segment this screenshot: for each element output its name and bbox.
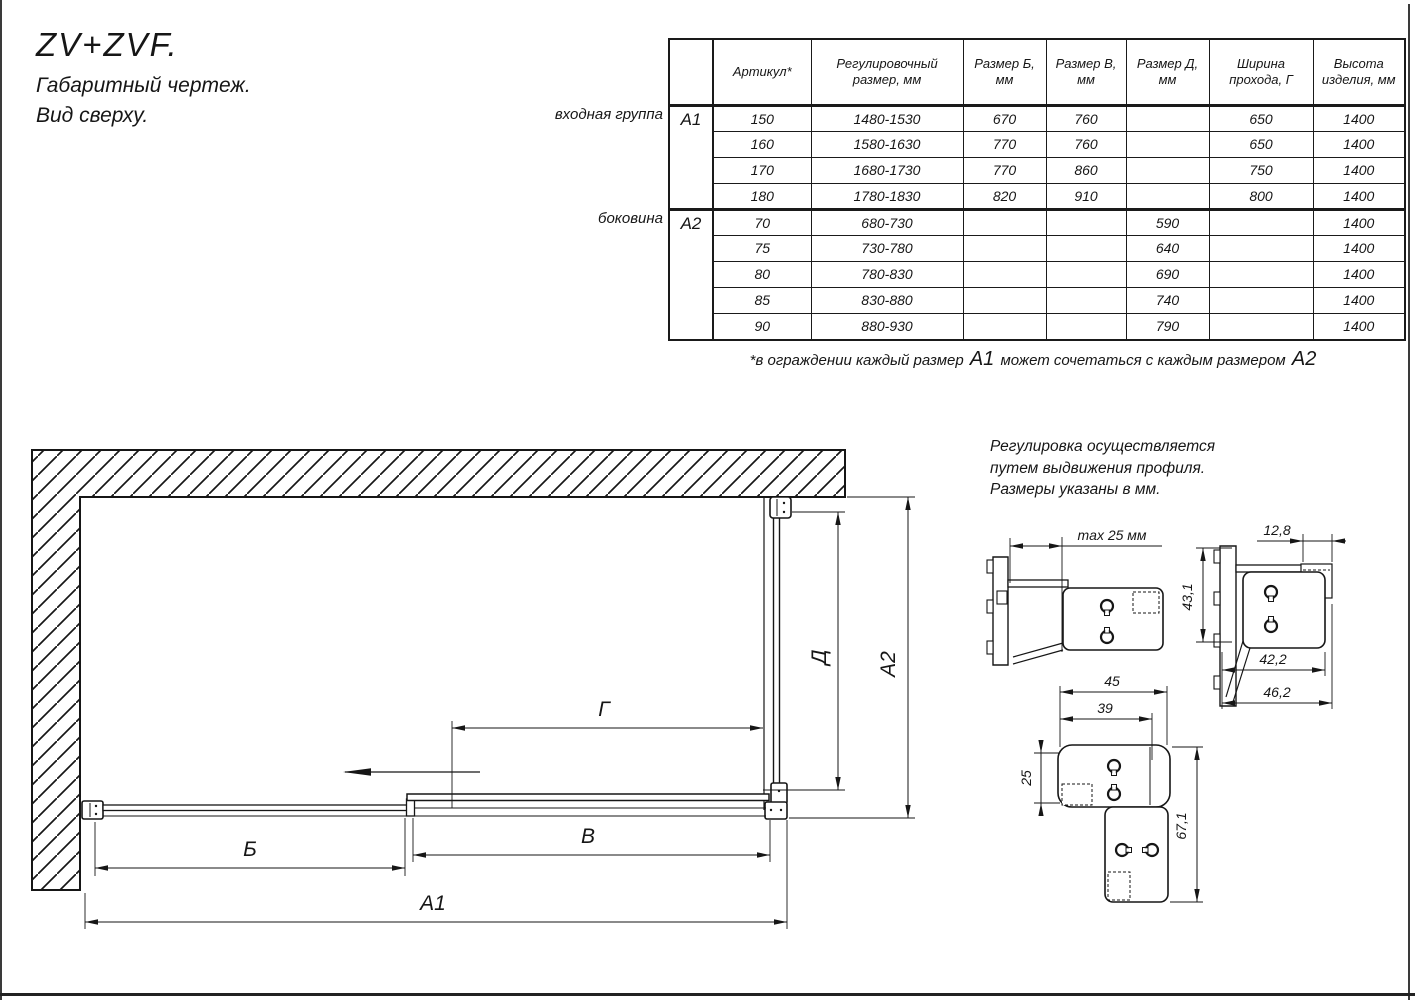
table-cell: 90	[713, 314, 811, 340]
dim-label-a2: А2	[877, 651, 900, 677]
table-cell: 670	[963, 106, 1046, 132]
profile-section-side	[1179, 522, 1346, 709]
table-cell	[1209, 210, 1313, 236]
table-cell: 590	[1126, 210, 1209, 236]
table-cell: 85	[713, 288, 811, 314]
dim-128	[1257, 522, 1346, 562]
table-cell: 680-730	[811, 210, 963, 236]
table-row	[669, 106, 1405, 132]
dim-b	[95, 818, 405, 876]
wall-profile-bracket-left	[82, 801, 103, 819]
table-cell: 1400	[1313, 132, 1405, 158]
dim-v	[413, 818, 770, 862]
dim-label-25: 25	[1018, 770, 1034, 786]
table-cell: 80	[713, 262, 811, 288]
table-cell: 160	[713, 132, 811, 158]
dim-label-v: В	[580, 825, 596, 848]
table-cell: 790	[1126, 314, 1209, 340]
page-edge-bottom	[0, 993, 1415, 996]
group-code: А2	[669, 210, 713, 340]
table-cell	[1209, 314, 1313, 340]
dim-25	[1018, 740, 1060, 816]
header-size-d: Размер Д, мм	[1126, 39, 1209, 106]
dim-label-128: 12,8	[1263, 522, 1291, 538]
table-cell: 910	[1046, 184, 1126, 210]
subtitle-view: Вид сверху.	[36, 104, 149, 127]
table-cell: 770	[963, 158, 1046, 184]
dim-label-b: Б	[243, 838, 257, 861]
profile-section-corner	[1018, 673, 1203, 902]
table-cell: 800	[1209, 184, 1313, 210]
dim-label-422: 42,2	[1259, 651, 1287, 667]
table-cell	[1046, 314, 1126, 340]
table-cell	[1046, 262, 1126, 288]
table-cell: 760	[1046, 132, 1126, 158]
dim-45	[1060, 673, 1167, 747]
header-size-b: Размер Б, мм	[963, 39, 1046, 106]
adjustable-arm	[1008, 580, 1068, 587]
table-cell: 1400	[1313, 106, 1405, 132]
header-article: Артикул*	[713, 39, 811, 106]
table-cell: 690	[1126, 262, 1209, 288]
wall-hatched	[32, 450, 845, 890]
side-panel	[764, 497, 791, 819]
header-adjust-size: Регулировочный размер, мм	[811, 39, 963, 106]
note-line: путем выдвижения профиля.	[990, 459, 1206, 477]
table-cell: 1400	[1313, 184, 1405, 210]
dim-label-a1: А1	[420, 892, 446, 915]
table-cell	[1209, 288, 1313, 314]
dim-label-max25: max 25 мм	[1077, 527, 1147, 543]
header-pass-width: Ширина прохода, Г	[1209, 39, 1313, 106]
table-cell	[1046, 288, 1126, 314]
fixed-glass-panel	[103, 805, 414, 811]
table-cell: 770	[963, 132, 1046, 158]
table-cell: 75	[713, 236, 811, 262]
dim-a1	[85, 820, 787, 929]
header-group	[669, 39, 713, 106]
table-cell: 640	[1126, 236, 1209, 262]
table-cell	[963, 288, 1046, 314]
dim-422	[1222, 651, 1325, 676]
dim-label-671: 67,1	[1173, 812, 1189, 840]
product-title: ZV+ZVF.	[36, 26, 179, 63]
table-cell: 170	[713, 158, 811, 184]
table-cell: 1400	[1313, 314, 1405, 340]
table-cell: 880-930	[811, 314, 963, 340]
dim-label-g: Г	[598, 698, 610, 721]
table-cell	[963, 314, 1046, 340]
table-cell: 1400	[1313, 288, 1405, 314]
dim-label-45: 45	[1104, 673, 1120, 689]
profile-body	[1243, 572, 1325, 648]
table-cell: 150	[713, 106, 811, 132]
plan-view	[32, 450, 915, 929]
table-cell: 750	[1209, 158, 1313, 184]
page-edge-left	[0, 0, 2, 1000]
header-height: Высота изделия, мм	[1313, 39, 1405, 106]
table-cell	[1046, 236, 1126, 262]
table-cell: 650	[1209, 132, 1313, 158]
group-label-entrance: входная группа	[554, 106, 663, 123]
serrated-insert	[1062, 784, 1092, 805]
wall-profile-bracket-top	[770, 497, 791, 518]
table-cell: 180	[713, 184, 811, 210]
technical-drawing	[0, 400, 1415, 1000]
table-header-row	[669, 39, 1405, 106]
table-cell	[1126, 106, 1209, 132]
table-row	[669, 288, 1405, 314]
dim-label-462: 46,2	[1263, 684, 1291, 700]
group-label-side: боковина	[598, 210, 663, 227]
wall-anchor-profile	[993, 557, 1008, 665]
table-cell: 1400	[1313, 262, 1405, 288]
table-cell: 780-830	[811, 262, 963, 288]
table-row	[669, 184, 1405, 210]
table-cell: 740	[1126, 288, 1209, 314]
footnote-text: может сочетаться с каждым размером	[996, 352, 1290, 369]
table-row	[669, 132, 1405, 158]
dim-label-39: 39	[1097, 700, 1113, 716]
dim-g	[452, 698, 763, 808]
sliding-door-glass	[407, 794, 769, 801]
table-cell	[1126, 158, 1209, 184]
footnote-a2: А2	[1291, 348, 1317, 370]
footnote-a1: А1	[969, 348, 995, 370]
side-glass	[774, 517, 780, 787]
table-cell: 70	[713, 210, 811, 236]
table-row	[669, 314, 1405, 340]
note-line: Размеры указаны в мм.	[990, 481, 1161, 498]
page-edge-right	[1408, 4, 1410, 1000]
table-row	[669, 158, 1405, 184]
table-cell: 1400	[1313, 158, 1405, 184]
note-line: Регулировка осуществляется	[990, 438, 1215, 455]
dim-label-431: 43,1	[1179, 583, 1195, 611]
table-cell	[1046, 210, 1126, 236]
adjustable-arm	[1236, 565, 1306, 572]
table-cell: 1400	[1313, 210, 1405, 236]
table-cell: 1780-1830	[811, 184, 963, 210]
table-row	[669, 262, 1405, 288]
size-table	[668, 38, 1406, 341]
dim-671	[1170, 747, 1203, 902]
group-code: А1	[669, 106, 713, 210]
table-row	[669, 210, 1405, 236]
table-cell: 820	[963, 184, 1046, 210]
table-cell	[963, 262, 1046, 288]
table-cell: 730-780	[811, 236, 963, 262]
footnote-text: *в ограждении каждый размер	[749, 352, 968, 369]
front-assembly	[82, 768, 769, 819]
table-cell: 760	[1046, 106, 1126, 132]
serrated-insert	[1133, 592, 1159, 613]
serrated-insert	[1108, 872, 1130, 900]
table-cell	[1209, 262, 1313, 288]
table-cell: 830-880	[811, 288, 963, 314]
table-cell	[1209, 236, 1313, 262]
table-cell: 1400	[1313, 236, 1405, 262]
table-cell: 860	[1046, 158, 1126, 184]
table-cell: 1680-1730	[811, 158, 963, 184]
table-cell: 650	[1209, 106, 1313, 132]
table-cell: 1480-1530	[811, 106, 963, 132]
dim-label-d: Д	[808, 649, 831, 665]
slide-direction-arrow	[343, 768, 480, 776]
footnote	[660, 348, 1408, 371]
table-cell	[963, 210, 1046, 236]
table-cell: 1580-1630	[811, 132, 963, 158]
table-row	[669, 236, 1405, 262]
panel-end-cap	[407, 799, 415, 816]
profile-section-wall	[987, 527, 1163, 665]
table-cell	[1126, 184, 1209, 210]
header-size-v: Размер В, мм	[1046, 39, 1126, 106]
subtitle-drawing-type: Габаритный чертеж.	[36, 74, 251, 97]
table-cell	[1126, 132, 1209, 158]
table-cell	[963, 236, 1046, 262]
